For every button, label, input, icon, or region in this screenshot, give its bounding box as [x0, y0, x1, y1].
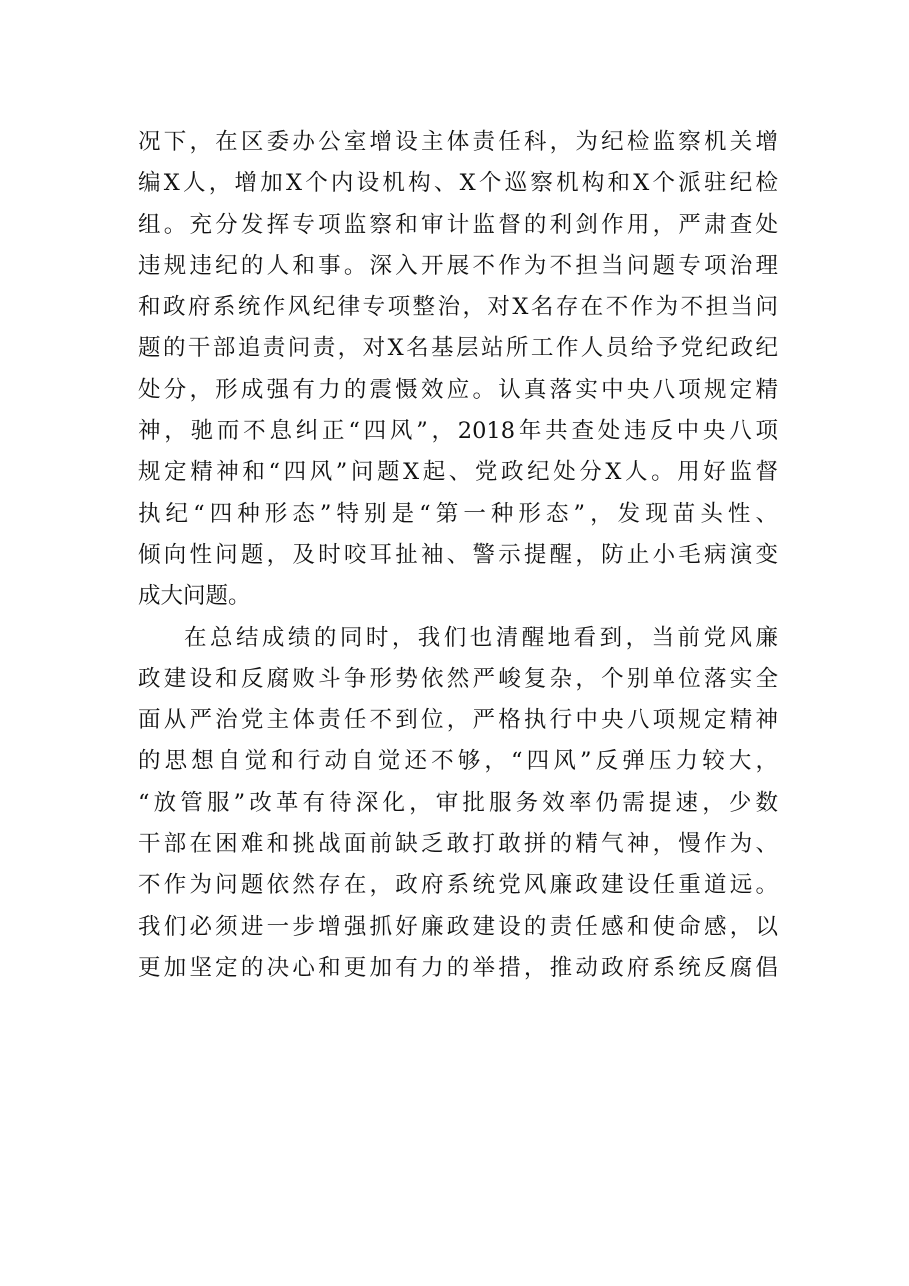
- text-line: 组。充分发挥专项监察和审计监督的利剑作用，严肃查处: [138, 211, 778, 238]
- text-line: 违规违纪的人和事。深入开展不作为不担当问题专项治理: [138, 252, 778, 279]
- text-line: 题的干部追责问责，对X名基层站所工作人员给予党纪政纪: [138, 335, 778, 362]
- paragraph-1: [138, 122, 778, 618]
- text-line: 面从严治党主体责任不到位，严格执行中央八项规定精神: [138, 707, 778, 734]
- text-line: 和政府系统作风纪律专项整治，对X名存在不作为不担当问: [138, 294, 778, 321]
- text-line: 更加坚定的决心和更加有力的举措，推动政府系统反腐倡: [138, 954, 778, 981]
- text-line: 我们必须进一步增强抓好廉政建设的责任感和使命感，以: [138, 913, 778, 940]
- text-line: 的思想自觉和行动自觉还不够，“四风”反弹压力较大，: [138, 748, 778, 775]
- paragraph-2: [138, 618, 778, 990]
- text-line: 编X人，增加X个内设机构、X个巡察机构和X个派驻纪检: [138, 170, 778, 197]
- text-line: 不作为问题依然存在，政府系统党风廉政建设任重道远。: [138, 872, 778, 899]
- text-line: 政建设和反腐败斗争形势依然严峻复杂，个别单位落实全: [138, 665, 778, 692]
- text-line: 干部在困难和挑战面前缺乏敢打敢拼的精气神，慢作为、: [138, 831, 778, 858]
- text-line: 在总结成绩的同时，我们也清醒地看到，当前党风廉: [184, 624, 778, 651]
- text-line: 处分，形成强有力的震慑效应。认真落实中央八项规定精: [138, 376, 778, 403]
- text-line: “放管服”改革有待深化，审批服务效率仍需提速，少数: [138, 789, 778, 816]
- text-line: 倾向性问题，及时咬耳扯袖、警示提醒，防止小毛病演变: [138, 541, 778, 568]
- text-line: 成大问题。: [138, 583, 251, 610]
- text-line: 况下，在区委办公室增设主体责任科，为纪检监察机关增: [138, 129, 778, 155]
- document-body: [138, 122, 778, 989]
- text-line: 规定精神和“四风”问题X起、党政纪处分X人。用好监督: [138, 459, 778, 486]
- text-line: 神，驰而不息纠正“四风”，2018年共查处违反中央八项: [138, 418, 778, 445]
- text-line: 执纪“四种形态”特别是“第一种形态”，发现苗头性、: [138, 500, 778, 527]
